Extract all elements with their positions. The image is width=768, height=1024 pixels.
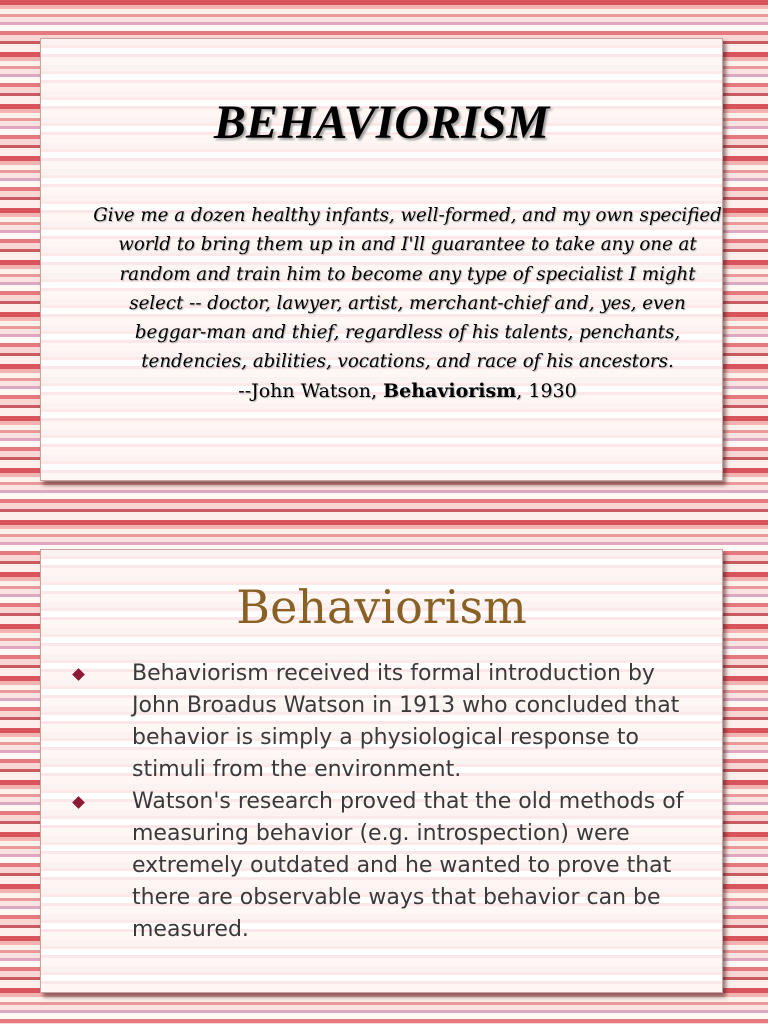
- quote-text: Give me a dozen healthy infants, well-formed, and my own specified world to bring them up in and I'll guarantee to take any one at random and train him to become any type of specialist I might select -- doctor, lawyer, artist, merchant-chief and, yes, even beggar-man and thief, regardless of his talents, penchants, tendencies, abilities, vocations, and race of his ancestors.: [93, 205, 722, 373]
- slide-intro: [40, 549, 723, 993]
- slide-title: Behaviorism: [236, 580, 527, 634]
- bullet-item: [67, 786, 702, 946]
- quote-attribution: [93, 377, 722, 406]
- attribution-year: , 1930: [516, 379, 577, 402]
- quote-block: [93, 201, 722, 406]
- attribution-book: Behaviorism: [383, 379, 517, 402]
- bullet-item: [67, 658, 702, 786]
- diamond-bullet-icon: [72, 668, 85, 681]
- slide-quote: [40, 38, 723, 481]
- bullet-text: Behaviorism received its formal introduction by John Broadus Watson in 1913 who concluded that behavior is simply a physiological response to stimuli from the environment.: [132, 661, 680, 782]
- diamond-bullet-icon: [72, 796, 85, 809]
- attribution-author: --John Watson,: [238, 379, 384, 402]
- slide-title: BEHAVIORISM: [213, 96, 550, 149]
- bullet-text: Watson's research proved that the old methods of measuring behavior (e.g. introspection) were extremely outdated and he wanted to prove that there are observable ways that behavior can be measured.: [132, 789, 684, 942]
- bullet-list: [67, 658, 702, 946]
